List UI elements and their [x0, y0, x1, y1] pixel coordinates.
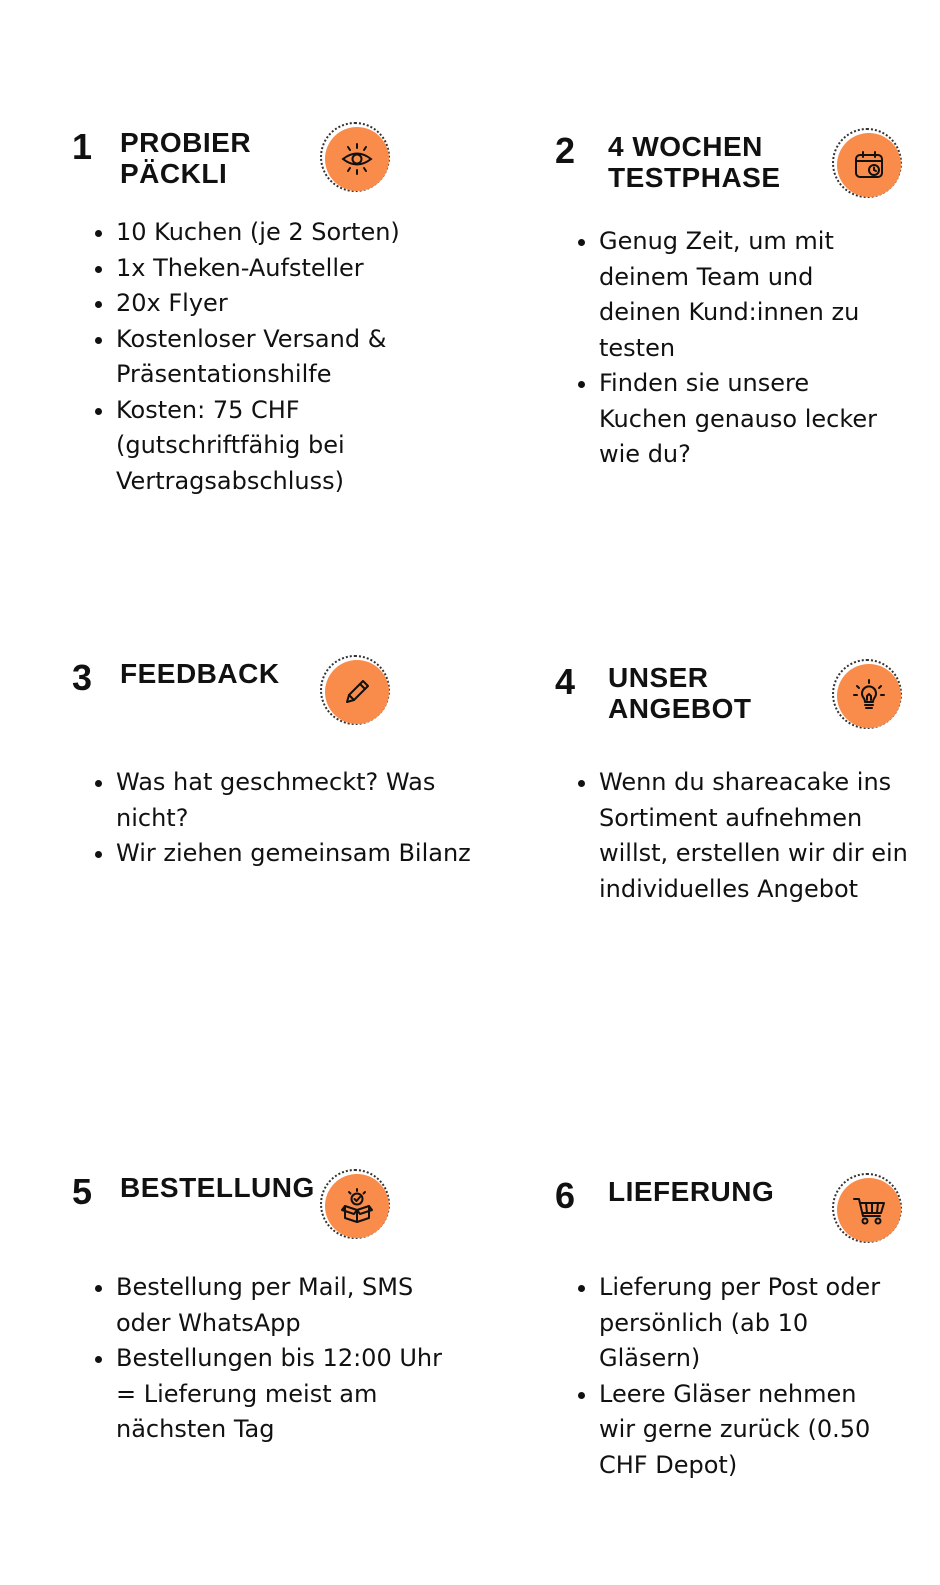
list-item: • Bestellung per Mail, SMS oder WhatsApp [116, 1270, 416, 1341]
step-number: 2 [555, 130, 576, 171]
step-items [92, 215, 406, 499]
list-item: • Wir ziehen gemeinsam Bilanz [116, 836, 486, 872]
step-3 [72, 658, 472, 878]
step-number: 6 [555, 1175, 576, 1216]
step-title: 4 WOCHEN TESTPHASE [608, 131, 781, 193]
list-item: • 1x Theken-Aufsteller [116, 251, 406, 287]
step-title: LIEFERUNG [608, 1176, 775, 1207]
calendar-clock-icon [832, 128, 902, 198]
list-item: • 10 Kuchen (je 2 Sorten) [116, 215, 406, 251]
step-1 [72, 127, 472, 507]
step-items [92, 765, 486, 872]
list-item: • 20x Flyer [116, 286, 406, 322]
step-items [92, 1270, 466, 1448]
lightbulb-icon [832, 659, 902, 729]
step-items [575, 765, 909, 907]
step-5 [72, 1172, 472, 1462]
step-number: 5 [72, 1171, 93, 1212]
list-item: • Genug Zeit, um mit deinem Team und deinen Kund:innen zu testen [599, 224, 899, 366]
step-number: 3 [72, 657, 93, 698]
list-item: • Bestellungen bis 12:00 Uhr = Lieferung meist am nächsten Tag [116, 1341, 446, 1448]
list-item: • Finden sie unsere Kuchen genauso lecker wie du? [599, 366, 899, 473]
step-number: 1 [72, 126, 93, 167]
list-item: • Wenn du shareacake ins Sortiment aufnehmen willst, erstellen wir dir ein individuelles Angebot [599, 765, 909, 907]
shopping-cart-icon [832, 1173, 902, 1243]
step-title: BESTELLUNG [120, 1172, 315, 1203]
step-number: 4 [555, 661, 576, 702]
step-6 [555, 1176, 915, 1486]
list-item: • Lieferung per Post oder persönlich (ab 10 Gläsern) [599, 1270, 889, 1377]
step-items [575, 1270, 919, 1483]
list-item: • Kostenloser Versand & Präsentationshilfe [116, 322, 406, 393]
step-2 [555, 131, 915, 481]
step-title: PROBIER PÄCKLI [120, 127, 252, 189]
step-items [575, 224, 899, 473]
step-title: FEEDBACK [120, 658, 280, 689]
box-check-icon [320, 1169, 390, 1239]
step-title: UNSER ANGEBOT [608, 662, 752, 724]
list-item: • Kosten: 75 CHF (gutschriftfähig bei Vertragsabschluss) [116, 393, 356, 500]
eye-icon [320, 122, 390, 192]
list-item: • Was hat geschmeckt? Was nicht? [116, 765, 436, 836]
step-4 [555, 662, 915, 912]
pencil-icon [320, 655, 390, 725]
list-item: • Leere Gläser nehmen wir gerne zurück (0.50 CHF Depot) [599, 1377, 899, 1484]
